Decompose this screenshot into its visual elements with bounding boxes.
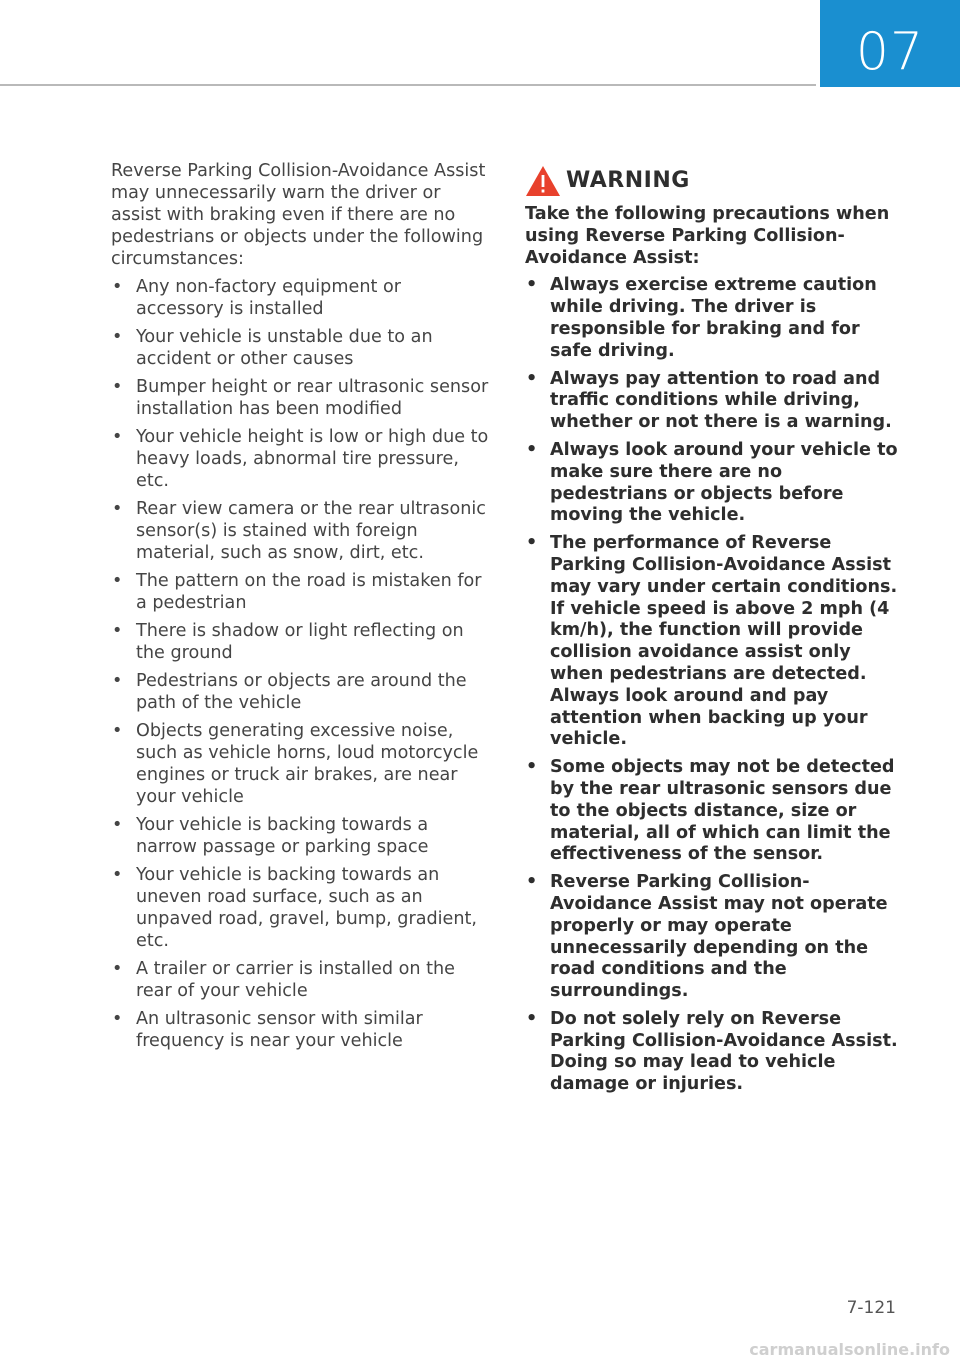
page-number: 7-121 [846, 1298, 896, 1318]
list-item: • Any non-factory equipment or accessory is installed [112, 277, 401, 319]
bullet-icon: • [526, 368, 538, 389]
bullet-icon: • [112, 815, 123, 835]
bullet-icon: • [112, 621, 123, 641]
warning-header [525, 164, 903, 198]
list-item: • The performance of Reverse Parking Collision-Avoidance Assist may vary under certain conditions. If vehicle speed is above 2 mph (4 km/h), the function will provide collision avoidance assist only when pedestrians are detected. Always look around and pay attention when backing up your vehicle. [526, 533, 898, 750]
list-item: • A trailer or carrier is installed on the rear of your vehicle [112, 959, 455, 1001]
bullet-icon: • [112, 499, 123, 519]
conditions-section [111, 160, 491, 1058]
list-item: • Always exercise extreme caution while driving. The driver is responsible for braking and for safe driving. [526, 275, 877, 361]
list-item: • Bumper height or rear ultrasonic sensor installation has been modified [112, 377, 489, 419]
bullet-icon: • [112, 865, 123, 885]
list-item: • Your vehicle is backing towards an uneven road surface, such as an unpaved road, gravel, bump, gradient, etc. [112, 865, 477, 951]
list-item: • Do not solely rely on Reverse Parking Collision-Avoidance Assist. Doing so may lead to vehicle damage or injuries. [526, 1008, 898, 1095]
list-item: • Always look around your vehicle to make sure there are no pedestrians or objects before moving the vehicle. [526, 439, 898, 526]
chapter-number: 07 [855, 22, 925, 82]
conditions-intro: Reverse Parking Collision-Avoidance Assist may unnecessarily warn the driver or assist with braking even if there are no pedestrians or objects under the following circumstances: [111, 161, 486, 269]
list-item: • Your vehicle is unstable due to an accident or other causes [112, 327, 433, 369]
bullet-icon: • [526, 275, 538, 296]
bullet-icon: • [112, 427, 123, 447]
list-item: • The pattern on the road is mistaken for a pedestrian [112, 571, 482, 613]
bullet-icon: • [112, 1009, 123, 1029]
warning-list [525, 275, 903, 1096]
bullet-icon: • [112, 721, 123, 741]
list-item: • Reverse Parking Collision-Avoidance Assist may not operate properly or may operate unnecessarily depending on the road conditions and the surroundings. [526, 872, 888, 1002]
bullet-icon: • [526, 757, 538, 778]
list-item: • Your vehicle height is low or high due to heavy loads, abnormal tire pressure, etc. [112, 427, 489, 491]
bullet-icon: • [112, 327, 123, 347]
header-rule [0, 84, 816, 86]
bullet-icon: • [112, 671, 123, 691]
list-item: • Some objects may not be detected by the rear ultrasonic sensors due to the objects distance, size or material, all of which can limit the effectiveness of the sensor. [526, 757, 895, 865]
warning-intro: Take the following precautions when using Reverse Parking Collision-Avoidance Assist: [525, 204, 890, 268]
conditions-list [111, 276, 491, 1052]
bullet-icon: • [526, 1008, 538, 1029]
warning-triangle-icon [525, 165, 561, 197]
warning-title: WARNING [566, 168, 690, 194]
list-item: • Always pay attention to road and traffic conditions while driving, whether or not there is a warning. [526, 368, 892, 433]
list-item: • Pedestrians or objects are around the path of the vehicle [112, 671, 467, 713]
list-item: • An ultrasonic sensor with similar frequency is near your vehicle [112, 1009, 423, 1051]
warning-section [525, 164, 903, 1102]
list-item: • Objects generating excessive noise, such as vehicle horns, loud motorcycle engines or truck air brakes, are near your vehicle [112, 721, 479, 807]
bullet-icon: • [112, 959, 123, 979]
list-item: • Rear view camera or the rear ultrasonic sensor(s) is stained with foreign material, such as snow, dirt, etc. [112, 499, 486, 563]
list-item: • There is shadow or light reflecting on the ground [112, 621, 464, 663]
bullet-icon: • [112, 377, 123, 397]
chapter-tab [820, 0, 960, 87]
bullet-icon: • [526, 439, 538, 460]
list-item: • Your vehicle is backing towards a narrow passage or parking space [112, 815, 429, 857]
bullet-icon: • [526, 872, 538, 893]
bullet-icon: • [112, 277, 123, 297]
watermark: carmanualsonline.info [749, 1340, 950, 1359]
bullet-icon: • [526, 533, 538, 554]
bullet-icon: • [112, 571, 123, 591]
